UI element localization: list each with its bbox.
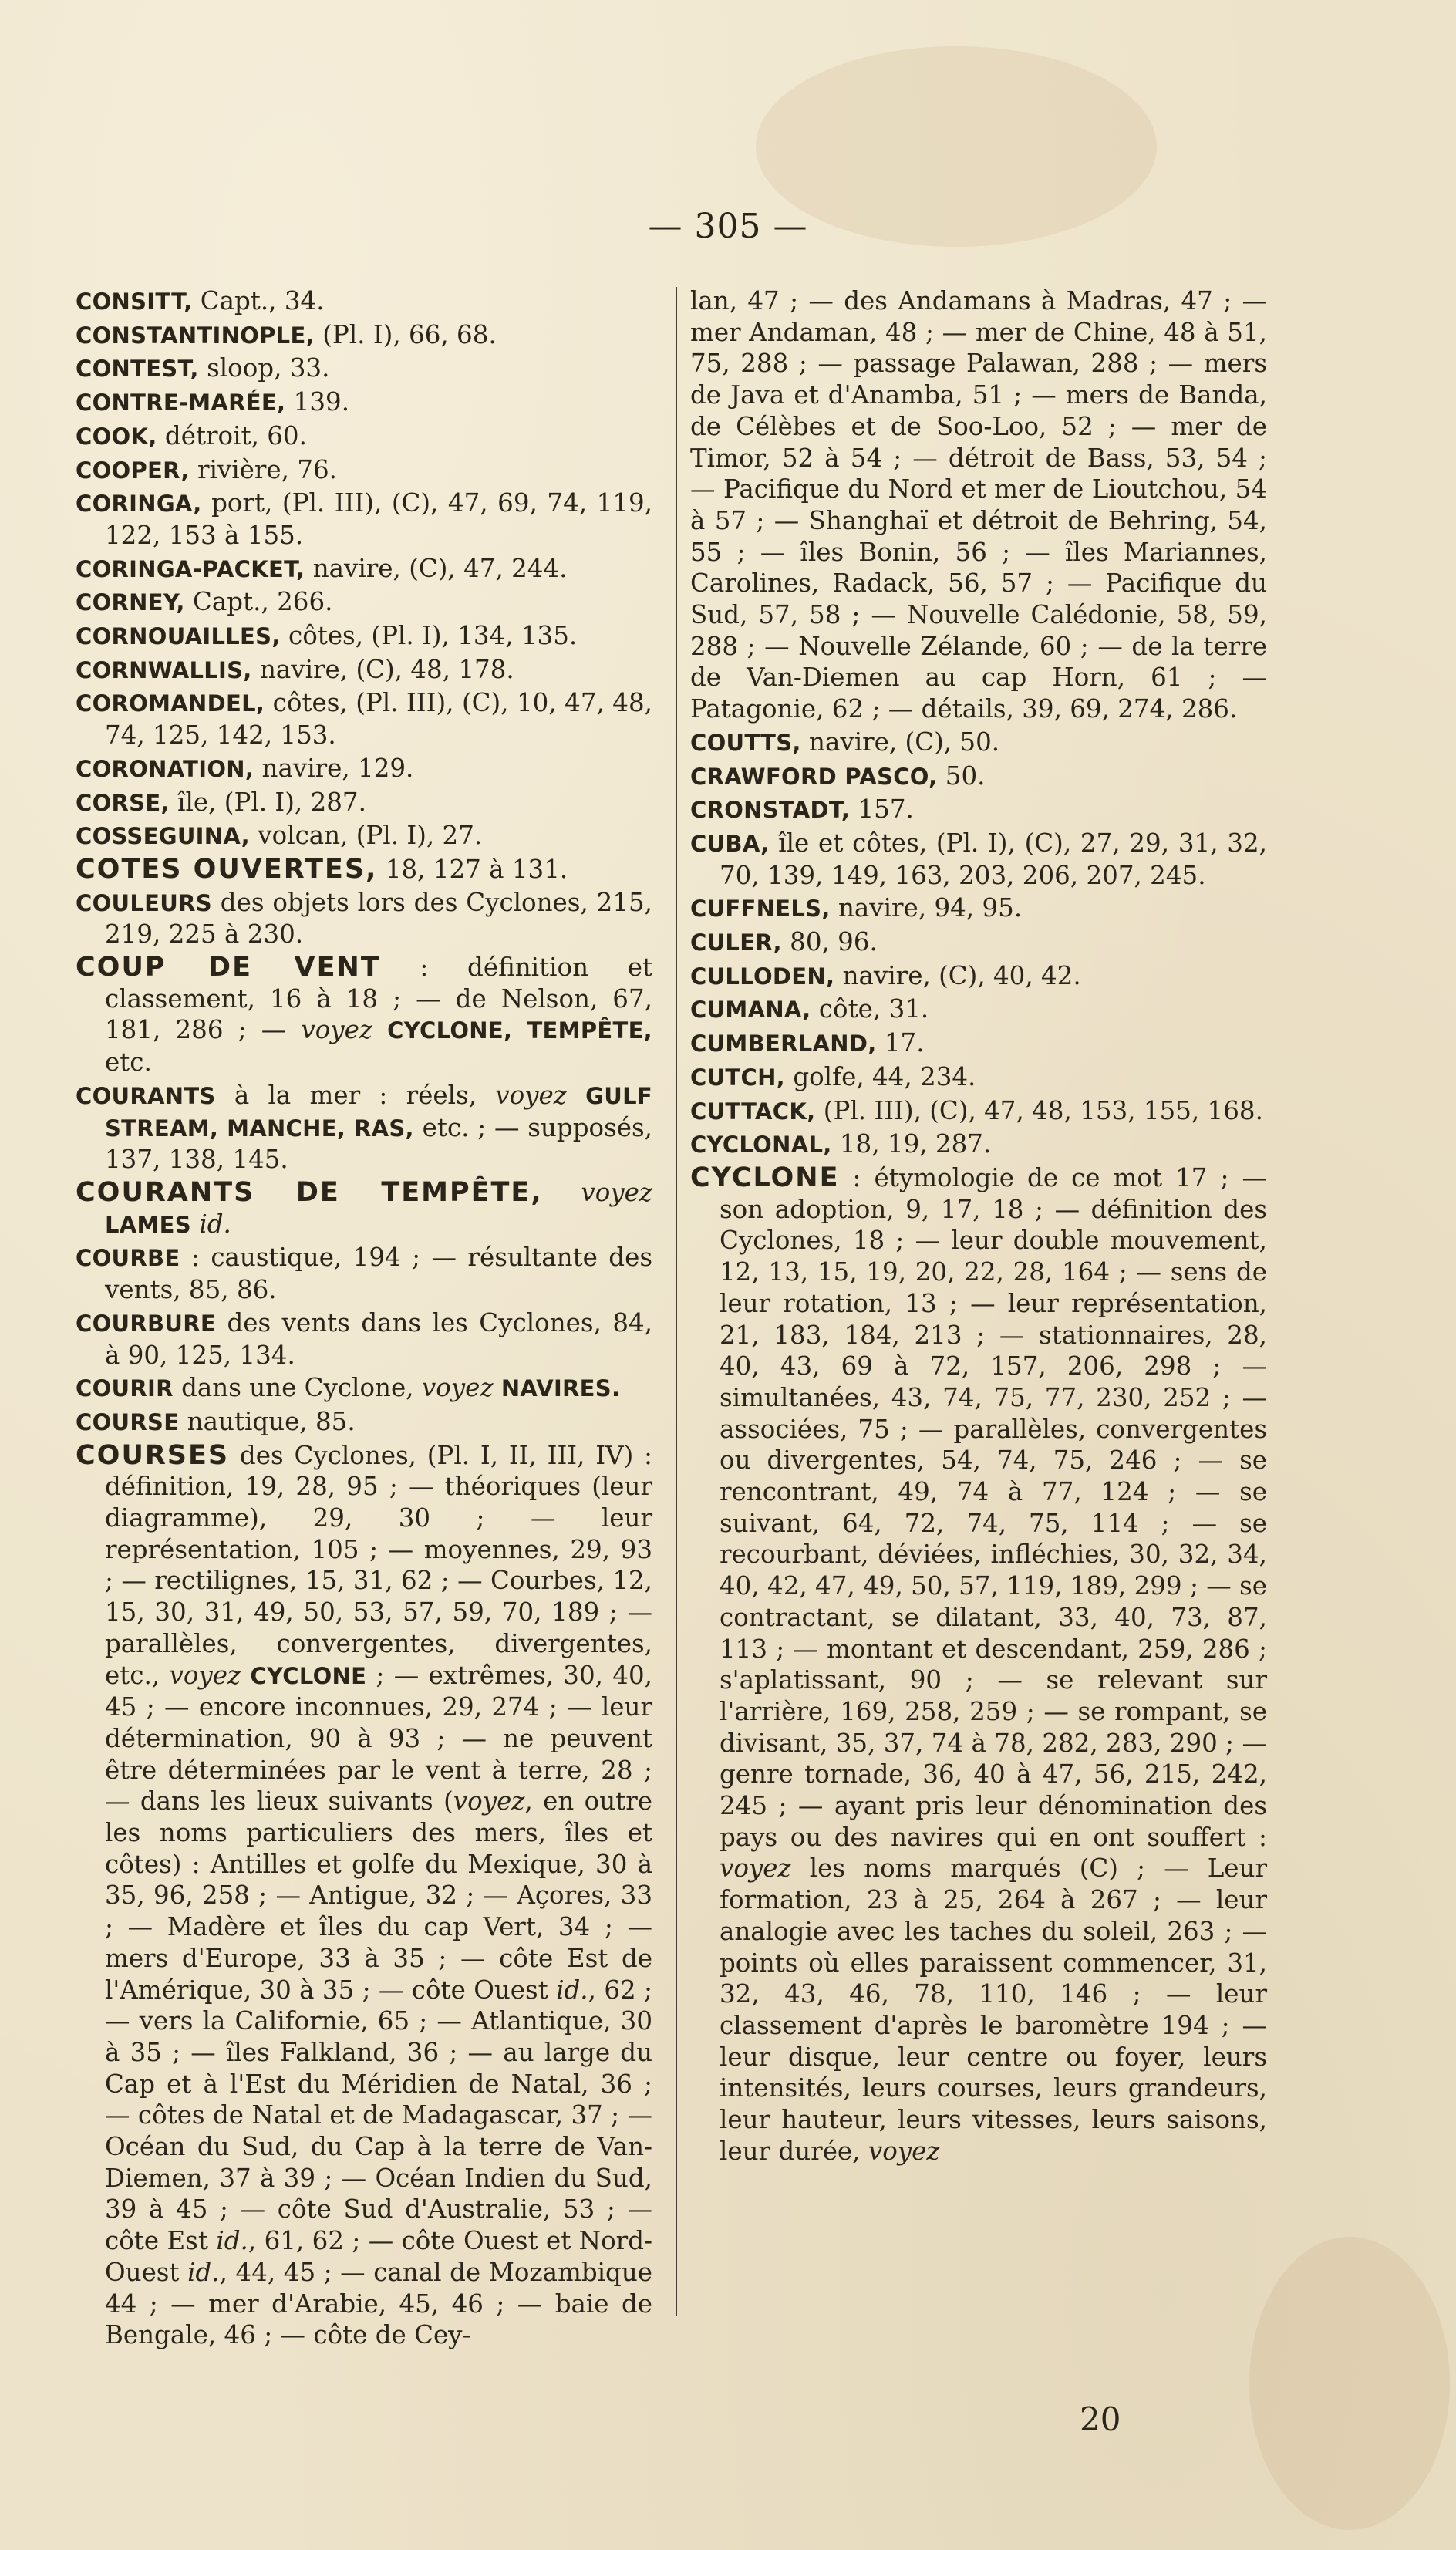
index-headword: CUTTACK, bbox=[690, 1098, 816, 1125]
index-headword: NAVIRES. bbox=[501, 1375, 621, 1402]
index-text: côtes, (Pl. III), (C), 10, 47, 48, 74, 125, 142, 153. bbox=[105, 688, 652, 750]
index-italic-text: id. bbox=[199, 1209, 231, 1239]
index-entry bbox=[76, 454, 652, 487]
index-headword: CONSTANTINOPLE, bbox=[76, 322, 315, 349]
index-italic-text: voyez bbox=[169, 1660, 241, 1690]
index-text: détroit, 60. bbox=[157, 420, 307, 450]
index-text: dans une Cyclone, bbox=[173, 1373, 422, 1403]
index-entry bbox=[690, 1128, 1267, 1161]
index-text: Capt., 266. bbox=[184, 587, 333, 617]
index-text: 80, 96. bbox=[781, 927, 878, 957]
index-text: côtes, (Pl. I), 134, 135. bbox=[280, 621, 578, 651]
index-text: , en outre les noms particuliers des mers, îles et côtes) : Antilles et golfe du Mexique, 30 à 35, 96, 258 ; — Antigue, 32 ; — Açores, 33 ; — Madère et îles du cap Vert, 34 ; — mers d'Europe, 33 à 35 ; — côte Est de l'Amérique, 30 à 35 ; — côte Ouest bbox=[105, 1786, 652, 2005]
index-italic-text: voyez bbox=[581, 1177, 652, 1207]
index-text: navire, (C), 40, 42. bbox=[834, 960, 1081, 990]
index-entry bbox=[76, 1080, 652, 1175]
index-italic-text: voyez bbox=[868, 2136, 940, 2166]
index-text: rivière, 76. bbox=[189, 454, 338, 484]
index-text: golfe, 44, 234. bbox=[784, 1061, 976, 1091]
index-headword: COSSEGUINA, bbox=[76, 823, 250, 850]
index-headword: CORINGA-PACKET, bbox=[76, 555, 305, 582]
index-entry bbox=[76, 319, 652, 352]
index-headword: COULEURS bbox=[76, 889, 212, 916]
index-entry bbox=[690, 727, 1267, 759]
index-headword: GULF STREAM, MANCHE, RAS, bbox=[105, 1082, 652, 1142]
index-headword: CORNWALLIS, bbox=[76, 656, 252, 683]
index-text bbox=[191, 1209, 199, 1239]
index-headword: COURANTS bbox=[76, 1082, 216, 1109]
index-headword: CRONSTADT, bbox=[690, 797, 851, 824]
index-headword-major: COURSES bbox=[76, 1439, 230, 1471]
index-italic-text: voyez bbox=[720, 1853, 791, 1884]
index-text: navire, (C), 48, 178. bbox=[251, 654, 514, 684]
index-headword: COOK, bbox=[76, 423, 157, 450]
index-column-left bbox=[76, 285, 652, 2353]
index-text: etc. ; — supposés, 137, 138, 145. bbox=[105, 1112, 653, 1175]
index-entry bbox=[690, 926, 1267, 959]
index-text: navire, 94, 95. bbox=[830, 893, 1023, 923]
index-entry bbox=[76, 420, 652, 453]
index-headword: CULER, bbox=[690, 929, 782, 956]
index-headword: COURBE bbox=[76, 1245, 180, 1272]
index-text: , 62 ; — vers la Californie, 65 ; — Atlantique, 30 à 35 ; — îles Falkland, 36 ; — au large du Cap et à l'Est du Méridien de Natal, 36 ; — côtes de Natal et de Madagascar, 37 ; — Océan du Sud, du Cap à la terre de Van-Diemen, 37 à 39 ; — Océan Indien du Sud, 39 à 45 ; — côte Sud d'Australie, 53 ; — côte Est bbox=[105, 1975, 652, 2256]
index-entry bbox=[76, 787, 652, 819]
index-text bbox=[241, 1661, 250, 1690]
index-entry bbox=[690, 960, 1267, 993]
index-entry bbox=[76, 654, 652, 686]
index-entry bbox=[690, 1095, 1267, 1128]
index-headword: CYCLONAL, bbox=[690, 1132, 832, 1159]
index-entry bbox=[76, 487, 652, 551]
index-text: des objets lors des Cyclones, 215, 219, 225 à 230. bbox=[105, 887, 652, 950]
index-italic-text: id. bbox=[556, 1975, 588, 2005]
index-entry bbox=[76, 586, 652, 619]
index-headword: CUMBERLAND, bbox=[690, 1030, 877, 1057]
index-text: 17. bbox=[876, 1028, 925, 1058]
index-text: (Pl. III), (C), 47, 48, 153, 155, 168. bbox=[815, 1095, 1263, 1125]
index-text bbox=[543, 1178, 581, 1207]
index-entry bbox=[76, 386, 652, 419]
index-headword: CONTRE-MARÉE, bbox=[76, 390, 286, 417]
index-text: lan, 47 ; — des Andamans à Madras, 47 ; — mer Andaman, 48 ; — mer de Chine, 48 à 51, 75, 288 ; — passage Palawan, 288 ; — mers de Java et d'Anamba, 51 ; — mers de Banda, de Célèbes et de Soo-Loo, 52 ; — mer de Timor, 52 à 54 ; — détroit de Bass, 53, 54 ; — Pacifique du Nord et mer de Lioutchou, 54 à 57 ; — Shanghaï et détroit de Behring, 54, 55 ; — îles Bonin, 56 ; — îles Mariannes, Carolines, Radack, 56, 57 ; — Pacifique du Sud, 57, 58 ; — Nouvelle Calédonie, 58, 59, 288 ; — Nouvelle Zélande, 60 ; — de la terre de Van-Diemen au cap Horn, 61 ; — Patagonie, 62 ; — détails, 39, 69, 274, 286. bbox=[690, 286, 1267, 724]
index-text: volcan, (Pl. I), 27. bbox=[249, 821, 483, 851]
index-entry bbox=[690, 828, 1267, 891]
index-text: 18, 19, 287. bbox=[831, 1129, 992, 1159]
index-entry bbox=[690, 1027, 1267, 1060]
index-headword: COUTTS, bbox=[690, 729, 801, 756]
index-italic-text: id. bbox=[216, 2226, 248, 2256]
index-entry bbox=[76, 753, 652, 785]
index-entry bbox=[76, 854, 652, 885]
index-entry bbox=[690, 892, 1267, 925]
index-headword: CORINGA, bbox=[76, 491, 202, 518]
page-number: — 305 — bbox=[648, 207, 808, 246]
index-entry bbox=[690, 761, 1267, 793]
index-text: : définition et classement, 16 à 18 ; — de Nelson, 67, 181, 286 ; — bbox=[105, 953, 652, 1045]
index-headword: CUFFNELS, bbox=[690, 896, 831, 923]
index-headword: COOPER, bbox=[76, 457, 190, 484]
index-text: à la mer : réels, bbox=[215, 1080, 496, 1110]
index-text: port, (Pl. III), (C), 47, 69, 74, 119, 122, 153 à 155. bbox=[105, 488, 652, 550]
index-entry bbox=[690, 794, 1267, 826]
index-text bbox=[372, 1015, 387, 1044]
index-headword-major: COURANTS DE TEMPÊTE, bbox=[76, 1176, 543, 1208]
index-text: : caustique, 194 ; — résultante des vents, 85, 86. bbox=[105, 1243, 652, 1305]
index-headword: CUBA, bbox=[690, 830, 770, 857]
index-text: navire, (C), 47, 244. bbox=[305, 553, 568, 583]
index-entry bbox=[76, 553, 652, 585]
index-entry bbox=[76, 620, 652, 653]
index-headword: CONSITT, bbox=[76, 288, 193, 315]
index-entry bbox=[76, 1406, 652, 1439]
index-headword: CYCLONE, TEMPÊTE, bbox=[387, 1017, 652, 1044]
index-italic-text: voyez bbox=[421, 1373, 494, 1403]
index-entry bbox=[76, 1372, 652, 1405]
index-italic-text: id. bbox=[187, 2257, 220, 2287]
index-entry bbox=[76, 1242, 652, 1305]
index-headword: CULLODEN, bbox=[690, 963, 835, 990]
index-headword-major: CYCLONE bbox=[690, 1162, 840, 1193]
index-italic-text: voyez bbox=[453, 1786, 525, 1816]
index-entry bbox=[690, 993, 1267, 1026]
index-italic-text: voyez bbox=[495, 1080, 567, 1110]
index-headword: CUMANA, bbox=[690, 997, 811, 1024]
index-text: (Pl. I), 66, 68. bbox=[314, 319, 497, 349]
index-text: côte, 31. bbox=[811, 994, 929, 1024]
index-headword: LAMES bbox=[105, 1211, 191, 1238]
index-text: 139. bbox=[285, 387, 350, 417]
signature-mark: 20 bbox=[1080, 2400, 1121, 2438]
index-entry bbox=[690, 285, 1267, 725]
index-headword: CRAWFORD PASCO, bbox=[690, 763, 938, 790]
index-headword: COROMANDEL, bbox=[76, 690, 265, 717]
index-entry bbox=[76, 352, 652, 385]
index-entry bbox=[76, 687, 652, 750]
index-entry bbox=[690, 1061, 1267, 1094]
index-entry bbox=[76, 952, 652, 1078]
index-text: les noms marqués (C) ; — Leur formation, 23 à 25, 264 à 267 ; — leur analogie avec les taches du soleil, 263 ; — points où elles paraissent commencer, 31, 32, 43, 46, 78, 110, 146 ; — leur classement d'après le baromètre 194 ; — leur disque, leur centre ou foyer, leurs intensités, leurs courses, leurs grandeurs, leur hauteur, leurs vitesses, leurs saisons, leur durée, bbox=[720, 1853, 1267, 2166]
index-headword: COURSE bbox=[76, 1408, 180, 1435]
index-text: sloop, 33. bbox=[198, 353, 330, 383]
index-text: 157. bbox=[850, 794, 914, 825]
index-entry bbox=[76, 1440, 652, 2351]
index-text: : étymologie de ce mot 17 ; — son adoption, 9, 17, 18 ; — définition des Cyclones, 18 ; — leur double mouvement, 12, 13, 15, 19, 20, 22, 28, 164 ; — sens de leur rotation, 13 ; — leur représentation, 21, 183, 184, 213 ; — stationnaires, 28, 40, 43, 69 à 72, 157, 206, 298 ; — simultanées, 43, 74, 75, 77, 230, 252 ; — associées, 75 ; — parallèles, convergentes ou divergentes, 54, 74, 75, 246 ; — se rencontrant, 49, 74 à 77, 124 ; — se suivant, 64, 72, 74, 75, 114 ; — se recourbant, déviées, infléchies, 30, 32, 34, 40, 42, 47, 49, 50, 57, 119, 189, 299 ; — se contractant, se dilatant, 33, 40, 73, 87, 113 ; — montant et descendant, 259, 286 ; s'aplatissant, 90 ; — se relevant sur l'arrière, 169, 258, 259 ; — se rompant, se divisant, 35, 37, 74 à 78, 282, 283, 290 ; — genre tornade, 36, 40 à 47, 56, 215, 242, 245 ; — ayant pris leur dénomination des pays ou des navires qui en ont souffert : bbox=[720, 1162, 1267, 1852]
index-text: navire, 129. bbox=[254, 753, 414, 783]
index-italic-text: voyez bbox=[301, 1015, 373, 1045]
index-text: etc. bbox=[105, 1047, 152, 1078]
index-text: île et côtes, (Pl. I), (C), 27, 29, 31, 32, 70, 139, 149, 163, 203, 206, 207, 245. bbox=[720, 828, 1267, 890]
index-entry bbox=[690, 1162, 1267, 2167]
index-headword: CORNEY, bbox=[76, 589, 185, 616]
index-text bbox=[567, 1081, 585, 1110]
index-headword: CORSE, bbox=[76, 789, 170, 816]
index-entry bbox=[76, 285, 652, 318]
index-text: , 61, 62 ; — côte Ouest et Nord-Ouest bbox=[105, 2226, 653, 2287]
column-divider bbox=[676, 287, 677, 2316]
index-entry bbox=[76, 1177, 652, 1240]
index-text: nautique, 85. bbox=[179, 1406, 356, 1436]
index-headword: CORONATION, bbox=[76, 755, 254, 782]
index-entry bbox=[76, 820, 652, 852]
index-text: des Cyclones, (Pl. I, II, III, IV) : définition, 19, 28, 95 ; — théoriques (leur diagramme), 29, 30 ; — leur représentation, 105 ; — moyennes, 29, 93 ; — rectilignes, 15, 31, 62 ; — Courbes, 12, 15, 30, 31, 49, 50, 53, 57, 59, 70, 189 ; — parallèles, convergentes, divergentes, etc., bbox=[105, 1440, 652, 1690]
index-headword: CONTEST, bbox=[76, 356, 199, 383]
index-text: navire, (C), 50. bbox=[800, 727, 1000, 757]
index-headword: CYCLONE bbox=[250, 1662, 367, 1689]
index-text: 18, 127 à 131. bbox=[377, 854, 568, 884]
index-headword-major: COTES OUVERTES, bbox=[76, 853, 378, 885]
index-headword: CORNOUAILLES, bbox=[76, 623, 281, 650]
index-text: , 44, 45 ; — canal de Mozambique 44 ; — mer d'Arabie, 45, 46 ; — baie de Bengale, 46 ; — côte de Cey- bbox=[105, 2257, 652, 2350]
index-column-right bbox=[690, 285, 1267, 2168]
index-entry bbox=[76, 887, 652, 950]
index-headword: CUTCH, bbox=[690, 1064, 785, 1091]
index-text: des vents dans les Cyclones, 84, à 90, 125, 134. bbox=[105, 1307, 652, 1370]
index-text bbox=[494, 1373, 501, 1402]
index-entry bbox=[76, 1307, 652, 1371]
index-text: Capt., 34. bbox=[192, 286, 325, 315]
index-text: ; — extrêmes, 30, 40, 45 ; — encore inconnues, 29, 274 ; — leur détermination, 90 à 93 ; — ne peuvent être déterminées par le vent à terre, 28 ; — dans les lieux suivants ( bbox=[105, 1660, 652, 1816]
index-headword-major: COUP DE VENT bbox=[76, 952, 381, 983]
index-text: île, (Pl. I), 287. bbox=[169, 787, 366, 817]
index-text: 50. bbox=[937, 761, 986, 791]
index-headword: COURBURE bbox=[76, 1310, 217, 1337]
paper-stain bbox=[1249, 2237, 1450, 2530]
index-headword: COURIR bbox=[76, 1375, 174, 1402]
